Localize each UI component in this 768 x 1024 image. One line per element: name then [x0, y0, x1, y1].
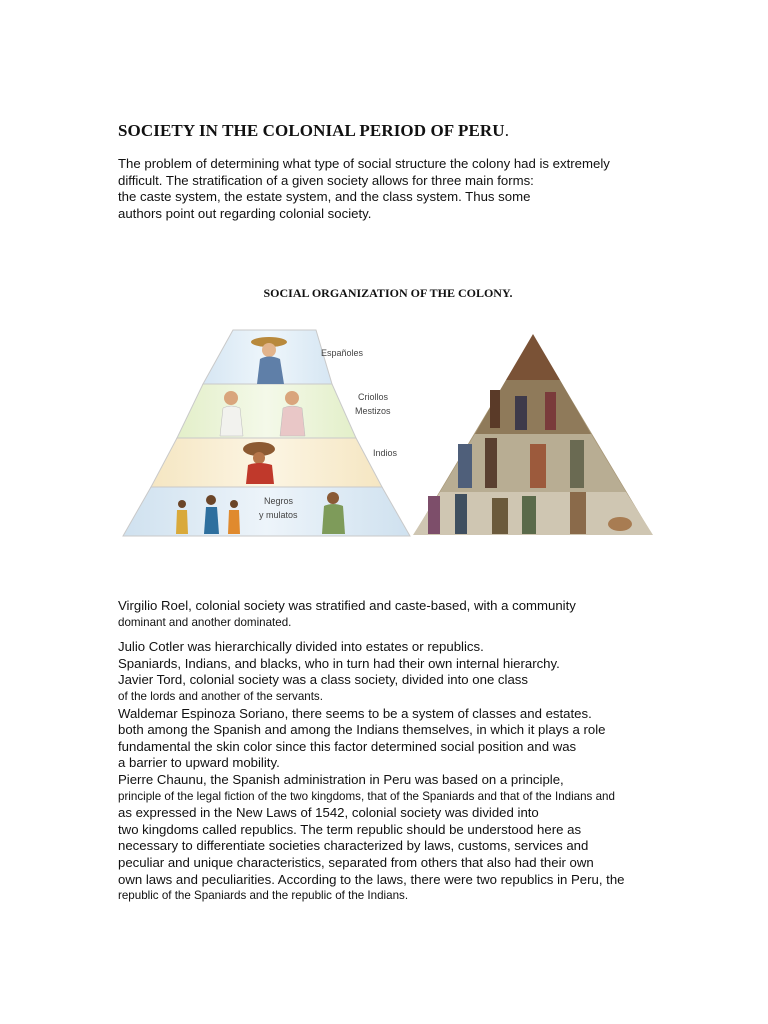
- body-line: dominant and another dominated.: [118, 615, 292, 629]
- intro-line: The problem of determining what type of social structure the colony had is extremely: [118, 156, 610, 171]
- level-label-negros: Negros: [264, 496, 294, 506]
- intro-line: authors point out regarding colonial society.: [118, 205, 372, 221]
- intro-line: difficult. The stratification of a given society allows for three main forms:: [118, 172, 534, 188]
- caste-pyramid: [123, 330, 410, 536]
- paragraph-spacer: [118, 631, 625, 639]
- body-line: fundamental the skin color since this factor determined social position and was: [118, 738, 577, 754]
- body-line: Pierre Chaunu, the Spanish administration in Peru was based on a principle,: [118, 771, 564, 787]
- body-line: peculiar and unique characteristics, separated from others that also had their own: [118, 854, 594, 870]
- body-line: principle of the legal fiction of the two kingdoms, that of the Spaniards and that of the Indians and: [118, 789, 615, 803]
- body-line: two kingdoms called republics. The term republic should be understood here as: [118, 821, 582, 837]
- figure-heading: SOCIAL ORGANIZATION OF THE COLONY.: [263, 286, 513, 300]
- level-label-mestizos: Mestizos: [355, 406, 391, 416]
- body-line: necessary to differentiate societies characterized by laws, customs, services and: [118, 838, 589, 854]
- body-line: of the lords and another of the servants.: [118, 689, 323, 703]
- level-label-mulatos: y mulatos: [259, 510, 298, 520]
- body-line: as expressed in the New Laws of 1542, colonial society was divided into: [118, 805, 539, 821]
- intro-paragraph: [118, 156, 610, 222]
- body-line: a barrier to upward mobility.: [118, 755, 280, 771]
- level-label-indios: Indios: [373, 448, 398, 458]
- intro-line: the caste system, the estate system, and the class system. Thus some: [118, 189, 531, 205]
- body-line: own laws and peculiarities. According to the laws, there were two republics in Peru, the: [118, 871, 625, 887]
- level-label-espanoles: Españoles: [321, 348, 364, 358]
- body-line: both among the Spanish and among the Indians themselves, in which it plays a role: [118, 722, 606, 738]
- painting-pyramid: [413, 334, 653, 535]
- body-line: Waldemar Espinoza Soriano, there seems to be a system of classes and estates.: [118, 705, 592, 721]
- body-line: Virgilio Roel, colonial society was stratified and caste-based, with a community: [118, 598, 576, 613]
- level-label-criollos: Criollos: [358, 392, 389, 402]
- body-line: republic of the Spaniards and the republic of the Indians.: [118, 889, 409, 903]
- body-paragraphs: [118, 598, 625, 905]
- body-line: Javier Tord, colonial society was a class society, divided into one class: [118, 672, 528, 688]
- page-title: SOCIETY IN THE COLONIAL PERIOD OF PERU.: [118, 121, 510, 140]
- body-line: Julio Cotler was hierarchically divided into estates or republics.: [118, 639, 484, 655]
- social-pyramid-figure: [120, 326, 656, 538]
- body-line: Spaniards, Indians, and blacks, who in turn had their own internal hierarchy.: [118, 655, 560, 671]
